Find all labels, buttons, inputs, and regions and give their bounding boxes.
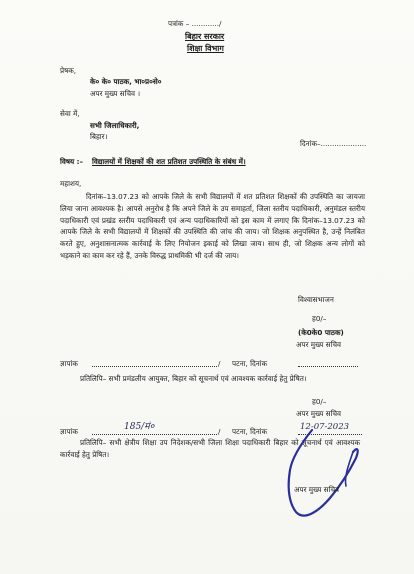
subject-text: विद्यालयों में शिक्षकों की शत प्रतिशत उपस्थिति के संबंध में।: [92, 157, 246, 166]
date-line: दिनांक–....................: [300, 139, 367, 148]
closing-faithfully: विश्वासभाजन: [298, 295, 334, 304]
recipient-place: बिहार।: [90, 132, 108, 141]
recipient-label: सेवा में,: [60, 109, 80, 118]
government-heading: बिहार सरकार: [185, 32, 225, 41]
memo2-designation: अपर मुख्य सचिव: [294, 485, 340, 494]
patrank-line: पत्रांक – ............/: [168, 19, 222, 28]
sender-label: प्रेषक,: [60, 66, 77, 75]
memo1-patna: पटना, दिनांक: [232, 359, 268, 368]
memo2-label: ज्ञापांक: [60, 427, 78, 436]
signatory-name: (के0के0 पाठक): [298, 328, 344, 337]
letter-body: दिनांक–13.07.23 को आपके जिले के सभी विद्यालयों में शत प्रतिशत शिक्षकों की उपस्थिति का जायजा लिया जाना आवश्यक है। आपसे अनुरोध है कि अपने जिले के उप समाहर्ता, जिला स्तरीय पदाधिकारी, अनुमंडल स्तरीय पदाधिकारी एवं प्रखंड स्तरीय पदाधिकारी एवं अन्य पदाधिकारियों को इस काम में लगाए कि दिनांक–13.07.23 को आपके जिले के सभी विद्यालयों में शिक्षकों की उपस्थिति की जांच की जाय। जो शिक्षक अनुपस्थित है, उन्हें निलंबित करते हुए, अनुशासनात्मक कार्रवाई के लिए नियोजन इकाई को लिखा जाय। साथ ही, जो शिक्षक अन्य लोगों को भड़काने का काम कर रहे हैं, उनके विरुद्ध प्राथमिकी भी दर्ज की जाय।: [60, 192, 365, 260]
sender-name: के० के० पाठक, भा०प्र०से०: [90, 77, 162, 86]
memo1-slash: /: [218, 359, 221, 368]
department-heading: शिक्षा विभाग: [187, 44, 224, 53]
memo2-number-handwritten: 185/मं०: [124, 422, 155, 432]
closing-sd: ह0/–: [312, 314, 327, 323]
salutation: महाशय,: [60, 179, 82, 188]
memo2-copy: प्रतिलिपि– सभी क्षेत्रीय शिक्षा उप निदेशक/सभी जिला शिक्षा पदाधिकारी बिहार को सूचनार्थ एवं आवश्यक कार्रवाई हेतु प्रेषित।: [60, 438, 360, 459]
memo1-designation: अपर मुख्य सचिव: [296, 409, 342, 418]
signatory-designation: अपर मुख्य सचिव: [296, 340, 342, 349]
memo2-patna: पटना, दिनांक: [232, 427, 268, 436]
sender-designation: अपर मुख्य सचिव ।: [90, 89, 141, 98]
memo1-label: ज्ञापांक: [60, 359, 78, 368]
memo1-sd: ह0/–: [312, 397, 327, 406]
memo2-date-handwritten: 12-07-2023: [300, 422, 350, 432]
memo1-copy: प्रतिलिपि– सभी प्रमंडलीय आयुक्त, बिहार को सूचनार्थ एवं आवश्यक कार्रवाई हेतु प्रेषित।: [80, 374, 307, 383]
recipient-name: सभी जिलाधिकारी,: [90, 121, 140, 130]
subject-label: विषय :–: [60, 157, 84, 166]
memo2-slash: /: [218, 427, 221, 436]
